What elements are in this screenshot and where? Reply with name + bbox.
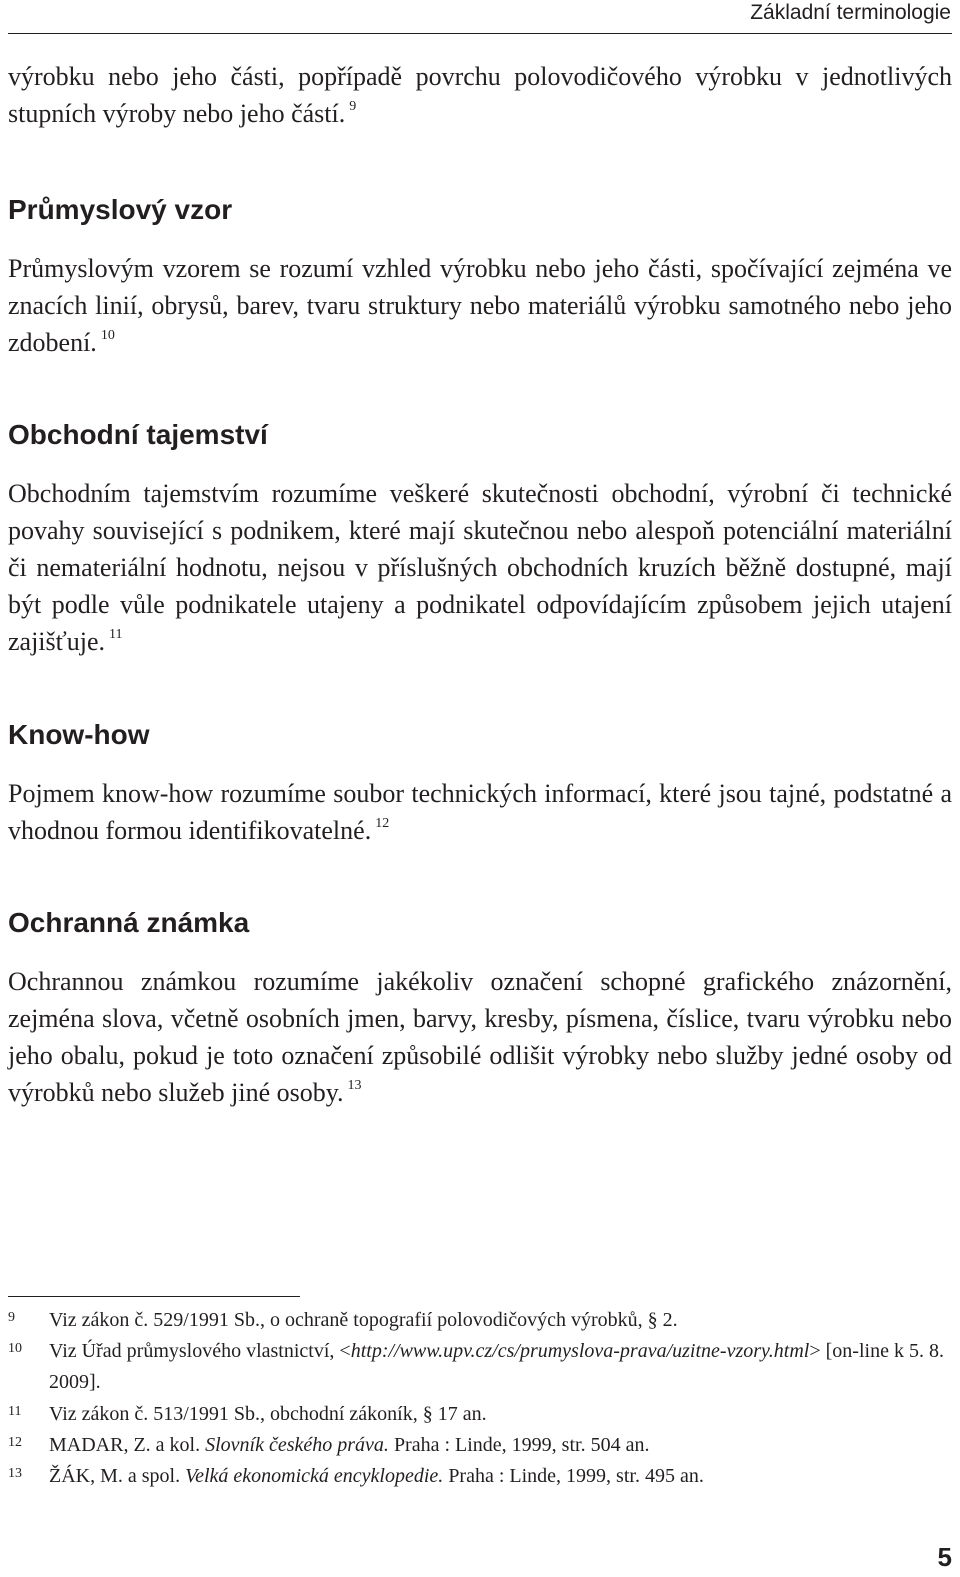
- footnote-number: 13: [8, 1466, 22, 1481]
- section-paragraph: [8, 775, 952, 854]
- footnote-divider: [8, 1296, 300, 1297]
- section-heading: Obchodní tajemství: [8, 419, 268, 450]
- intro-text: výrobku nebo jeho části, popřípadě povrchu polovodičového výrobku v jednotlivých stupních výroby nebo jeho částí.: [8, 62, 952, 128]
- footnote-item: [8, 1336, 952, 1398]
- footnote-item: [8, 1305, 952, 1336]
- section-text: Obchodním tajemstvím rozumíme veškeré skutečnosti obchodní, výrobní či technické povahy související s podnikem, které mají skutečnou nebo alespoň potenciální materiální či nemateriální hodnotu, nejsou v příslušných obchodních kruzích běžně dostupné, mají být podle vůle podnikatele utajeny a podnikatel odpovídajícím způsobem jejich utajení zajišťuje.: [8, 479, 952, 656]
- footnote-item: [8, 1461, 952, 1492]
- running-header: Základní terminologie: [750, 1, 951, 24]
- section-text: Pojmem know-how rozumíme soubor technických informací, které jsou tajné, podstatné a vhodnou formou identifikovatelné.: [8, 779, 952, 845]
- footnote-text: ŽÁK, M. a spol. Velká ekonomická encyklopedie. Praha : Linde, 1999, str. 495 an.: [49, 1465, 704, 1487]
- book-title: Slovník českého práva.: [205, 1434, 389, 1456]
- footnote-ref[interactable]: 9: [349, 99, 357, 114]
- footnote-ref[interactable]: 13: [347, 1078, 362, 1093]
- footnote-text: MADAR, Z. a kol. Slovník českého práva. Praha : Linde, 1999, str. 504 an.: [49, 1434, 650, 1456]
- section-text: Ochrannou známkou rozumíme jakékoliv označení schopné grafického znázornění, zejména slova, včetně osobních jmen, barvy, kresby, písmena, číslice, tvaru výrobku nebo jeho obalu, pokud je toto označení způsobilé odlišit výrobky nebo služby jedné osoby od výrobků nebo služeb jiné osoby.: [8, 967, 952, 1107]
- section-paragraph: [8, 963, 952, 1116]
- book-title: Velká ekonomická encyklopedie.: [185, 1465, 444, 1487]
- section-paragraph: [8, 475, 952, 665]
- footnote-ref[interactable]: 12: [375, 816, 390, 831]
- footnote-text: Viz Úřad průmyslového vlastnictví, <http://www.upv.cz/cs/prumyslova-prava/uzitne-vzory.html> [on-line k 5. 8. 2009].: [49, 1340, 944, 1393]
- footnote-text: Viz zákon č. 529/1991 Sb., o ochraně topografií polovodičových výrobků, § 2.: [49, 1309, 678, 1331]
- section-text: Průmyslovým vzorem se rozumí vzhled výrobku nebo jeho části, spočívající zejména ve znacích linií, obrysů, barev, tvaru struktury nebo materiálů výrobku samotného nebo jeho zdobení.: [8, 254, 952, 357]
- section-paragraph: [8, 250, 952, 366]
- section-heading: Know-how: [8, 719, 150, 750]
- footnote-number: 11: [8, 1404, 22, 1419]
- section-heading: Průmyslový vzor: [8, 194, 233, 225]
- footnote-number: 12: [8, 1435, 22, 1450]
- footnote-text: Viz zákon č. 513/1991 Sb., obchodní zákoník, § 17 an.: [49, 1403, 487, 1425]
- footnote-link[interactable]: http://www.upv.cz/cs/prumyslova-prava/uzitne-vzory.html: [350, 1340, 810, 1362]
- intro-paragraph: [8, 58, 952, 137]
- footnote-item: [8, 1399, 952, 1430]
- footnote-item: [8, 1430, 952, 1461]
- footnote-number: 10: [8, 1341, 22, 1356]
- section-heading: Ochranná známka: [8, 907, 250, 938]
- footnote-ref[interactable]: 10: [100, 328, 115, 343]
- footnote-ref[interactable]: 11: [109, 627, 123, 642]
- footnote-number: 9: [8, 1310, 15, 1325]
- page-number: 5: [937, 1542, 952, 1572]
- header-divider: [8, 33, 952, 34]
